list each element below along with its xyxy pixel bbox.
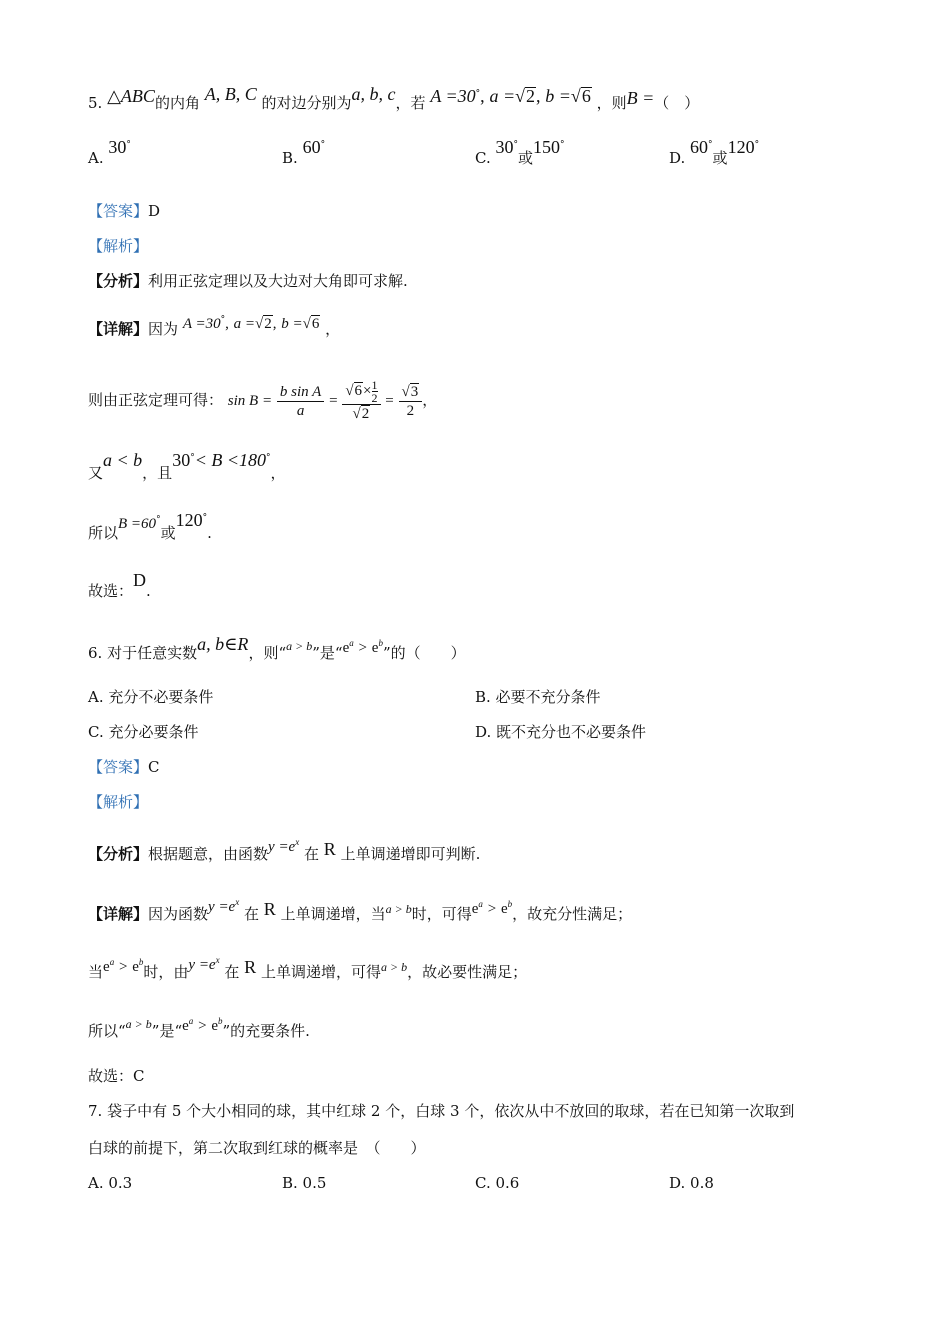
q6-option-c: C. 充分必要条件 — [88, 723, 199, 741]
q5-answer: 【答案】D — [88, 202, 161, 220]
fraction: √6× $\frac{1}{2}$ √2 — [342, 379, 380, 423]
q6-analysis-tag: 【解析】 — [88, 793, 149, 811]
q6-option-a: A. 充分不必要条件 — [88, 688, 214, 706]
answer-tag: 【答案】 — [88, 202, 149, 220]
q7-option-b: B. 0.5 — [282, 1174, 327, 1192]
fraction: $\frac{√3}{2}$ — [399, 383, 423, 420]
q5-text: 的对边分别为 — [261, 94, 352, 112]
q6-xiangjie: 【详解】因为函数$y =e^x$ 在 R 上单调递增，当$^{a > b}$时，可得$e^a > e^b$，故充分性满足； — [88, 897, 633, 923]
q6-option-d: D. 既不充分也不必要条件 — [475, 723, 647, 741]
q6-answer: 【答案】C — [88, 758, 160, 776]
q5-ask: B = — [626, 88, 655, 108]
q6-line-conclusion: 所以“$^{a > b}$”是“$e^a > e^b$”的充要条件. — [88, 1016, 310, 1040]
q5-number: 5. — [88, 94, 103, 112]
q6-choose: 故选：C — [88, 1067, 145, 1085]
q6-stem: 6. 对于任意实数a, b∈R，则“$^{a > b}$”是“$e^a > e^b$”的（ ） — [88, 634, 466, 662]
q5-option-c: C. 30°或150° — [475, 137, 565, 167]
q5-choose: 故选：D. — [88, 570, 151, 600]
q5-option-a: A. 30° — [88, 137, 131, 167]
q5-triangle: △ABC — [107, 86, 155, 106]
q7-stem-line1: 7. 袋子中有 5 个大小相同的球，其中红球 2 个，白球 3 个，依次从中不放回的取球，若在已知第一次取到 — [88, 1102, 795, 1120]
q5-text: ，若 — [395, 94, 426, 112]
q7-stem-line2: 白球的前提下，第二次取到红球的概率是 （ ） — [88, 1139, 426, 1157]
q5-condition: A =30°, a =√2, b =√6 — [430, 86, 591, 106]
fraction: $\frac{\text{b sin A}}{a}$ — [277, 383, 324, 420]
q7-option-a: A. 0.3 — [88, 1174, 133, 1192]
q5-stem — [88, 84, 700, 113]
q5-paren: （ ） — [654, 94, 700, 112]
q5-angles: A, B, C — [204, 84, 257, 104]
q5-text: ，则 — [596, 94, 627, 112]
q5-text: 的内角 — [154, 94, 200, 112]
q5-sides: a, b, c — [351, 84, 396, 104]
q5-xiangjie: 【详解】因为 A =30°, a =√2, b =√6 ， — [88, 315, 341, 338]
q6-fenxi: 【分析】根据题意，由函数$y =e^x$ 在 R 上单调递增即可判断. — [88, 837, 481, 863]
q6-option-b: B. 必要不充分条件 — [475, 688, 601, 706]
q5-option-b: B. 60° — [282, 137, 326, 167]
q5-line-ineq: 又a < b，且30°< B <180°， — [88, 450, 286, 482]
q6-line-necessity: 当$e^a > e^b$时，由$y =e^x$ 在 R 上单调递增，可得$^{a > b}$，故必要性满足； — [88, 955, 528, 981]
q5-option-d: D. 60°或120° — [669, 137, 760, 167]
q5-fenxi: 【分析】利用正弦定理以及大边对大角即可求解. — [88, 272, 408, 290]
q7-option-d: D. 0.8 — [669, 1174, 714, 1192]
q7-option-c: C. 0.6 — [475, 1174, 520, 1192]
q5-sine-law-line: 则由正弦定理可得： sin B = $\frac{\text{b sin A}}{a}$ = √6× $\frac{1}{2}$ √2 = $\frac{√3}{2}$ ， — [88, 378, 438, 422]
q5-line-result: 所以B =60°或120°. — [88, 510, 212, 542]
q5-analysis-tag: 【解析】 — [88, 237, 149, 255]
